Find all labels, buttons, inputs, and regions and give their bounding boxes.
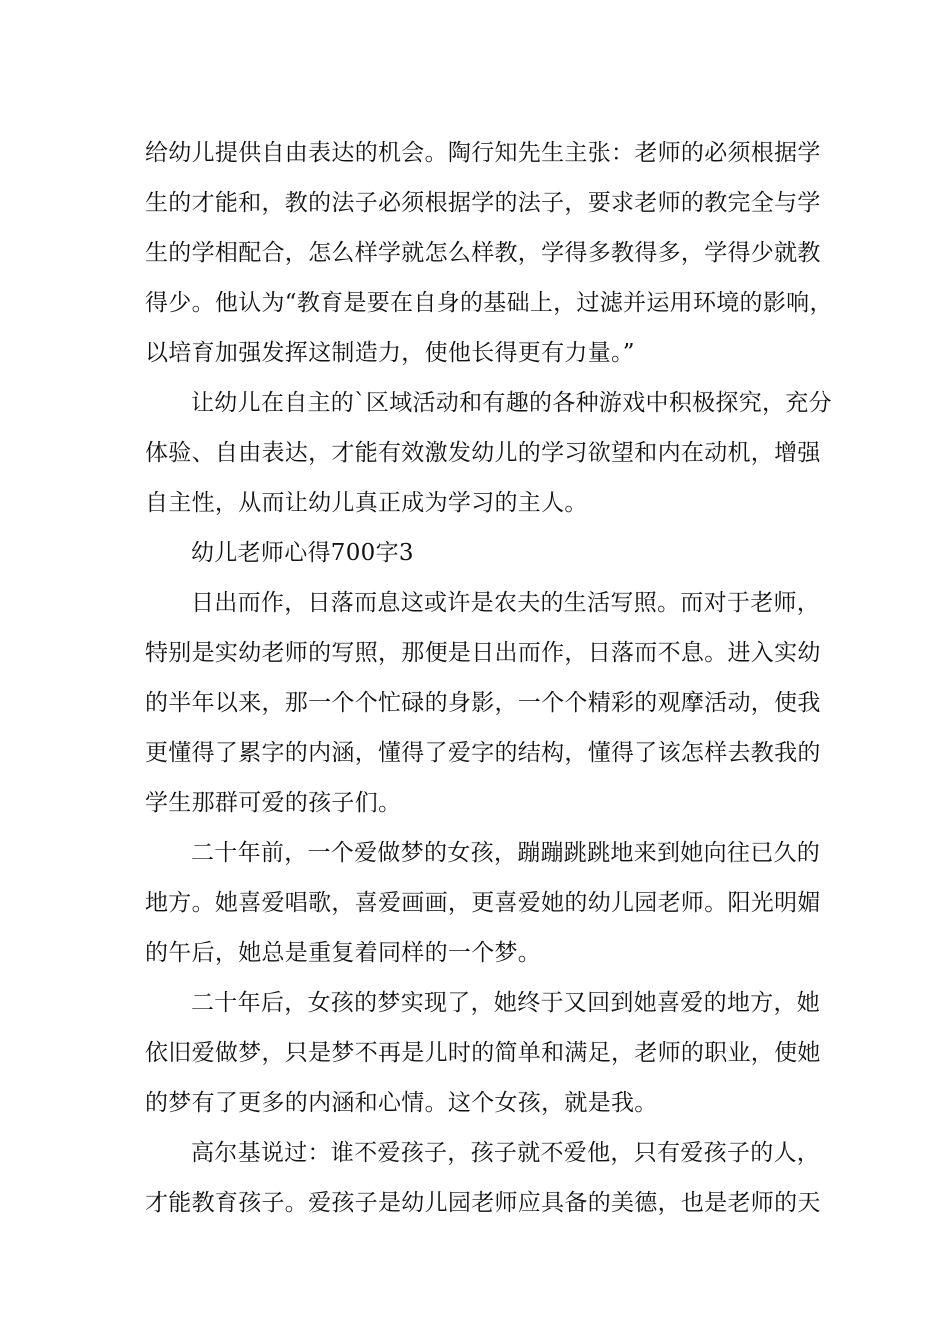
text-line: 的午后，她总是重复着同样的一个梦。 [145, 940, 542, 966]
text-line: 的梦有了更多的内涵和心情。这个女孩，就是我。 [145, 1090, 658, 1116]
text-line: 地方。她喜爱唱歌，喜爱画画，更喜爱她的幼儿园老师。阳光明媚 [145, 890, 821, 916]
text-line: 更懂得了累字的内涵，懂得了爱字的结构，懂得了该怎样去教我的 [145, 740, 821, 766]
text-line: 依旧爱做梦，只是梦不再是儿时的简单和满足，老师的职业，使她 [145, 1040, 821, 1066]
text-line: 体验、自由表达，才能有效激发幼儿的学习欲望和内在动机，增强 [145, 440, 821, 466]
paragraph-first-line: 让幼儿在自主的`区域活动和有趣的各种游戏中积极探究，充分 [191, 390, 832, 416]
text-line: 特别是实幼老师的写照，那便是日出而作，日落而不息。进入实幼 [145, 640, 821, 666]
section-heading: 幼儿老师心得700字3 [191, 540, 414, 566]
text-line: 学生那群可爱的孩子们。 [145, 790, 402, 816]
text-line: 的半年以来，那一个个忙碌的身影，一个个精彩的观摩活动，使我 [145, 690, 821, 716]
text-line: 自主性，从而让幼儿真正成为学习的主人。 [145, 490, 588, 516]
paragraph-first-line: 二十年前，一个爱做梦的女孩，蹦蹦跳跳地来到她向往已久的 [191, 840, 821, 866]
text-line: 以培育加强发挥这制造力，使他长得更有力量。” [145, 340, 635, 366]
text-line: 给幼儿提供自由表达的机会。陶行知先生主张：老师的必须根据学 [145, 140, 821, 166]
paragraph-first-line: 二十年后，女孩的梦实现了，她终于又回到她喜爱的地方，她 [191, 990, 821, 1016]
text-line: 生的学相配合，怎么样学就怎么样教，学得多教得多，学得少就教 [145, 240, 821, 266]
text-line: 得少。他认为“教育是要在自身的基础上，过滤并运用环境的影响， [145, 290, 833, 316]
paragraph-first-line: 日出而作，日落而息这或许是农夫的生活写照。而对于老师， [191, 590, 821, 616]
text-line: 才能教育孩子。爱孩子是幼儿园老师应具备的美德，也是老师的天 [145, 1190, 821, 1216]
paragraph-first-line: 高尔基说过：谁不爱孩子，孩子就不爱他，只有爱孩子的人， [191, 1140, 821, 1166]
text-line: 生的才能和，教的法子必须根据学的法子，要求老师的教完全与学 [145, 190, 821, 216]
document-body [145, 128, 833, 1228]
